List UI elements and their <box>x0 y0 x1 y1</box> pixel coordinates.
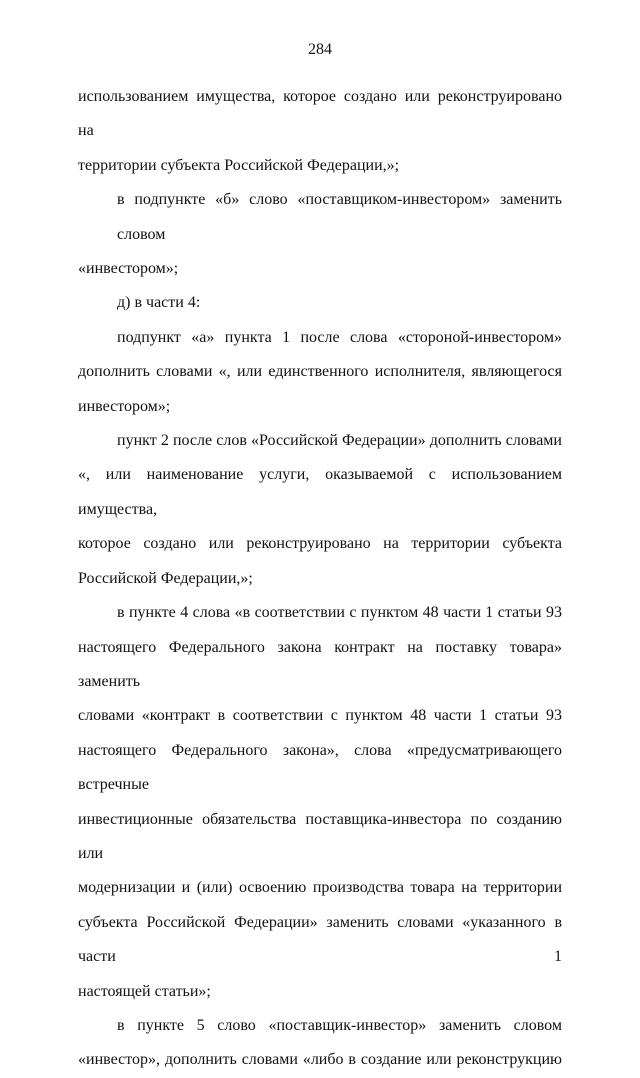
text-line: в пункте 4 слова «в соответствии с пунктом 48 части 1 статьи 93 <box>117 604 562 622</box>
text-line: использованием имущества, которое создано или реконструировано на <box>78 88 562 140</box>
text-line: д) в части 4: <box>117 294 201 312</box>
text-line: инвестиционные обязательства поставщика-инвестора по созданию или <box>78 810 562 862</box>
text-line: в подпункте «б» слово «поставщиком-инвестором» заменить словом <box>117 191 562 243</box>
text-line: модернизации и (или) освоению производства товара на территории <box>78 879 562 897</box>
paragraph <box>78 321 562 424</box>
paragraph <box>78 424 562 596</box>
text-line: инвестором»; <box>78 397 171 415</box>
text-line: которое создано или реконструировано на территории субъекта <box>78 535 562 553</box>
text-line: территории субъекта Российской Федерации,»; <box>78 156 400 174</box>
paragraph <box>78 80 562 183</box>
text-line: Российской Федерации,»; <box>78 569 253 587</box>
paragraph <box>78 596 562 1009</box>
text-line: пункт 2 после слов «Российской Федерации» дополнить словами <box>117 432 562 450</box>
text-line: настоящего Федерального закона контракт на поставку товара» заменить <box>78 638 562 690</box>
text-line: словами «контракт в соответствии с пунктом 48 части 1 статьи 93 <box>78 707 562 725</box>
text-line: субъекта Российской Федерации» заменить словами «указанного в части 1 <box>78 913 562 966</box>
text-line: «инвестор», дополнить словами «либо в создание или реконструкцию <box>78 1051 562 1069</box>
text-line: в пункте 5 слово «поставщик-инвестор» заменить словом <box>117 1016 562 1034</box>
paragraph <box>78 286 562 320</box>
text-line: дополнить словами «, или единственного исполнителя, являющегося <box>78 363 562 381</box>
paragraph <box>78 183 562 286</box>
text-line: «, или наименование услуги, оказываемой с использованием имущества, <box>78 466 562 518</box>
text-line: настоящей статьи»; <box>78 982 211 1000</box>
text-line: «инвестором»; <box>78 260 179 278</box>
paragraph <box>78 1009 562 1078</box>
page-number: 284 <box>308 41 332 58</box>
text-line: настоящего Федерального закона», слова «предусматривающего встречные <box>78 741 562 794</box>
text-line: подпункт «а» пункта 1 после слова «стороной-инвестором» <box>117 328 562 346</box>
document-body <box>78 80 562 1078</box>
